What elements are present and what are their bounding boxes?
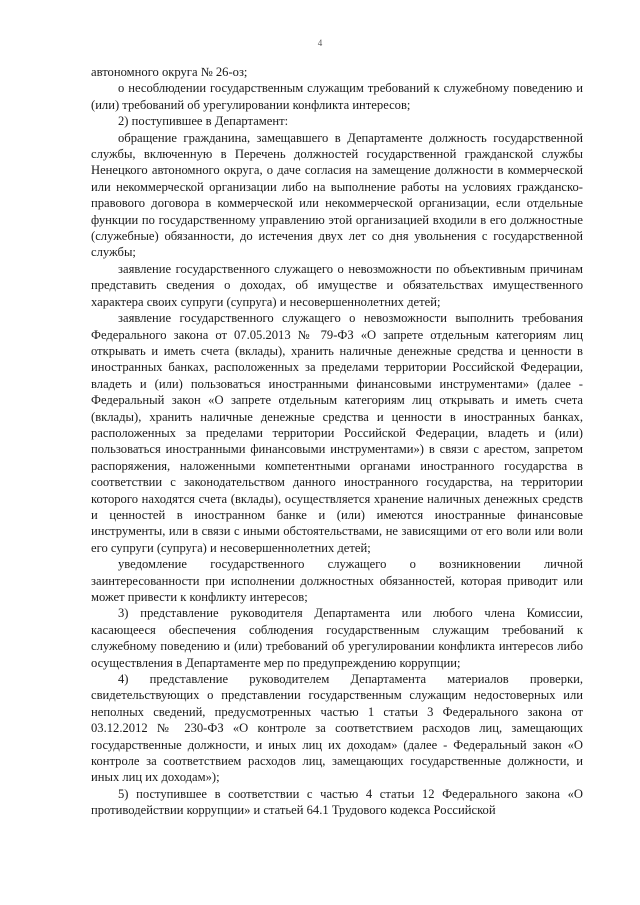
paragraph: 2) поступившее в Департамент: (118, 114, 289, 129)
page-number: 4 (317, 38, 323, 48)
paragraph: 5) поступившее в соответствии с частью 4 статьи 12 Федерального закона «О противодействии коррупции» и статьей 64.1 Трудового кодекса Российской (91, 786, 583, 818)
paragraph: заявление государственного служащего о невозможности выполнить требования Федерального закона от 07.05.2013 № 79-ФЗ «О запрете отдельным категориям лиц открывать и иметь счета (вклады), хранить наличные денежные средства и ценности в иностранных банках, расположенных за пределами территории Российской Федерации, владеть и (или) пользоваться иностранными финансовыми инструментами» (далее - Федеральный закон «О запрете отдельным категориям лиц открывать и иметь счета (вклады), хранить наличные денежные средства и ценности в иностранных банках, расположенных за пределами территории Российской Федерации, владеть и (или) пользоваться иностранными финансовыми инструментами») в связи с арестом, запретом распоряжения, наложенными компетентными органами иностранного государства в соответствии с законодательством данного иностранного государства, на территории которого находятся счета (вклады), осуществляется хранение наличных денежных средств и ценностей в иностранном банке и (или) имеются иностранные финансовые инструменты, или в связи с иными обстоятельствами, не зависящими от его воли или воли его супруги (супруга) и несовершеннолетних детей; (91, 311, 583, 555)
paragraph: автономного округа № 26-оз; (91, 65, 248, 79)
paragraph: заявление государственного служащего о невозможности по объективным причинам представить сведения о доходах, об имуществе и обязательствах имущественного характера своих супруги (супруга) и несовершеннолетних детей; (91, 261, 583, 309)
paragraph: о несоблюдении государственным служащим требований к служебному поведению и (или) требований об урегулировании конфликта интересов; (91, 81, 583, 112)
document-body (91, 64, 583, 819)
paragraph: уведомление государственного служащего о возникновении личной заинтересованности при исполнении должностных обязанностей, которая приводит или может привести к конфликту интересов; (91, 557, 583, 604)
paragraph: 3) представление руководителя Департамента или любого члена Комиссии, касающееся обеспечения соблюдения государственным служащим требований к служебному поведению и (или) требований об урегулировании конфликта интересов либо осуществления в Департаменте мер по предупреждению коррупции; (91, 606, 583, 670)
paragraph: обращение гражданина, замещавшего в Департаменте должность государственной службы, включенную в Перечень должностей государственной гражданской службы Ненецкого автономного округа, о даче согласия на замещение должности в коммерческой или некоммерческой организации либо на выполнение работы на условиях гражданско-правового договора в коммерческой или некоммерческой организации, если отдельные функции по государственному управлению этой организацией входили в его должностные (служебные) обязанности, до истечения двух лет со дня увольнения с государственной службы; (91, 130, 583, 260)
paragraph: 4) представление руководителем Департамента материалов проверки, свидетельствующих о представлении государственным служащим недостоверных или неполных сведений, предусмотренных частью 1 статьи 3 Федерального закона от 03.12.2012 № 230-ФЗ «О контроле за соответствием расходов лиц, замещающих государственные должности, и иных лиц их доходам» (далее - Федеральный закон «О контроле за соответствием расходов лиц, замещающих государственные должности, и иных лиц их доходам»); (91, 672, 583, 785)
